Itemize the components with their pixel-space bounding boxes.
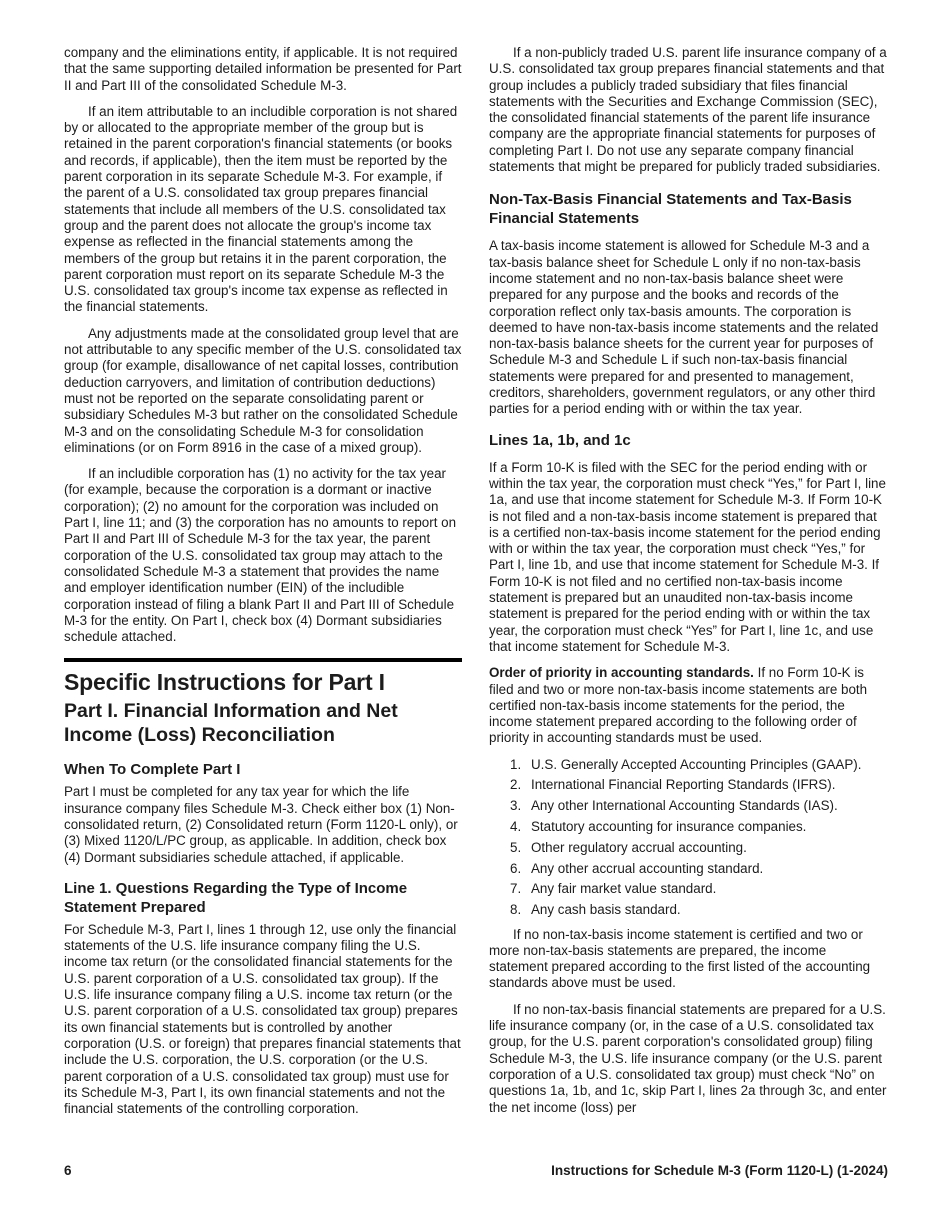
page-footer	[64, 1163, 888, 1178]
list-item-number: 4.	[510, 819, 522, 835]
list-item-number: 7.	[510, 881, 522, 897]
paragraph-non-publicly-traded: If a non-publicly traded U.S. parent life insurance company of a U.S. consolidated tax group prepares financial statements and that group includes a publicly traded subsidiary that files financial statements with the Securities and Exchange Commission (SEC), the consolidated financial statements of the parent life insurance company are the appropriate financial statements for purposes of completing Part I. Do not use any separate company financial statements that might be prepared for publicly traded subsidiaries.	[489, 45, 887, 175]
list-item	[489, 840, 887, 856]
paragraph-line-1: For Schedule M-3, Part I, lines 1 through 12, use only the financial statements of the U.S. life insurance company filing the U.S. income tax return (or the consolidated financial statements for the U.S. parent corporation of a U.S. consolidated tax group). If the U.S. life insurance company filing a U.S. income tax return (or the U.S. parent corporation of a U.S. consolidated tax group) prepares its own financial statements but is controlled by another corporation (U.S. or foreign) that prepares financial statements that include the U.S. corporation, the U.S. corporation (or the U.S. parent corporation of a U.S. consolidated tax group) must use for its Schedule M-3, Part I, its own financial statements and not the financial statements of the controlling corporation.	[64, 921, 461, 1117]
list-item-text: Statutory accounting for insurance companies.	[531, 819, 807, 835]
paragraph-no-certified: If no non-tax-basis income statement is certified and two or more non-tax-basis statements are prepared, the income statement prepared according to the first listed of the accounting standards above must be used.	[489, 926, 871, 991]
list-item-text: U.S. Generally Accepted Accounting Principles (GAAP).	[531, 756, 862, 772]
list-item-text: Any other accrual accounting standard.	[531, 860, 764, 876]
order-of-priority-text: If no Form 10-K is filed and two or more non-tax-basis income statements are both certified non-tax-basis income statements for the period, the income statement prepared according to the following order of priority in accounting standards must be used.	[489, 665, 868, 746]
paragraph-includible-corporation: If an includible corporation has (1) no activity for the tax year (for example, because the corporation is a dormant or inactive corporation); (2) no amount for the corporation was included on Part I, line 11; and (3) the corporation has no amounts to report on Part II and Part III of Schedule M-3 for the tax year, the parent corporation of the U.S. consolidated tax group may attach to the consolidated Schedule M-3 a statement that provides the name and employer identification number (EIN) of the includible corporation instead of filing a blank Part II and Part III of Schedule M-3 for the entity. On Part I, check box (4) Dormant subsidiaries schedule attached.	[64, 466, 457, 645]
paragraph-order-of-priority	[489, 665, 887, 746]
paragraph-adjustments: Any adjustments made at the consolidated group level that are not attributable to any specific member of the U.S. consolidated tax group (for example, disallowance of net capital losses, contribution deduction carryovers, and limitation of contribution deductions) must not be reported on the separate consolidating parent or subsidiary Schedules M-3 but rather on the consolidated Schedule M-3 and on the consolidating Schedule M-3 for consolidation eliminations (or on Form 8916 in the case of a mixed group).	[64, 325, 462, 455]
accounting-standards-list	[489, 757, 887, 919]
paragraph-no-statements: If no non-tax-basis financial statements are prepared for a U.S. life insurance company (or, in the case of a U.S. consolidated tax group, for the U.S. parent corporation's consolidated group) filing Schedule M-3, the U.S. life insurance company (or the U.S. parent corporation of a U.S. consolidated tax group) must check “No” on questions 1a, 1b, and 1c, skip Part I, lines 2a through 3c, and enter the net income (loss) per	[489, 1001, 887, 1115]
heading-lines-1a-1b-1c: Lines 1a, 1b, and 1c	[489, 431, 631, 449]
footer-title: Instructions for Schedule M-3 (Form 1120-L) (1-2024)	[551, 1163, 888, 1178]
heading-specific-instructions: Specific Instructions for Part I	[64, 669, 385, 696]
list-item	[489, 819, 887, 835]
right-column	[489, 45, 887, 1127]
paragraph-form-10k: If a Form 10-K is filed with the SEC for the period ending with or within the tax year, the corporation must check “Yes,” for Part I, line 1a, and use that income statement for Schedule M-3. If Form 10-K is not filed and a non-tax-basis income statement is prepared that is a certified non-tax-basis income statement for the period ending with or within the tax year, the corporation must check “Yes,” for Part I, line 1b, and use that income statement for Schedule M-3. If Form 10-K is not filed and no certified non-tax-basis income statement is prepared but an unaudited non-tax-basis income statement is prepared for the period ending with or within the tax year, the corporation must check “Yes” for Part I, line 1c, and use that income statement for Schedule M-3.	[489, 459, 886, 654]
heading-part-i: Part I. Financial Information and Net Income (Loss) Reconciliation	[64, 700, 398, 747]
list-item-number: 2.	[510, 777, 522, 793]
section-divider-rule	[64, 658, 462, 662]
page-content	[64, 45, 887, 1127]
list-item	[489, 861, 887, 877]
list-item	[489, 798, 887, 814]
list-item-number: 1.	[510, 756, 522, 772]
list-item	[489, 902, 887, 918]
paragraph-item-attributable: If an item attributable to an includible corporation is not shared by or allocated to the appropriate member of the group but is retained in the parent corporation's financial statements (or books and records, if applicable), then the item must be reported by the parent corporation in its separate Schedule M-3. For example, if the parent of a U.S. consolidated tax group prepares financial statements that include all members of the U.S. consolidated tax group and the parent does not allocate the group's income tax expense as reflected in the financial statements among the members of the group but retains it in the parent corporation, the parent corporation must report on its separate Schedule M-3 the U.S. consolidated tax group's income tax expense as reflected in the financial statements.	[64, 103, 458, 315]
page-number: 6	[64, 1163, 72, 1178]
list-item	[489, 757, 887, 773]
paragraph-when-to-complete: Part I must be completed for any tax year for which the life insurance company files Schedule M-3. Check either box (1) Non-consolidated return, (2) Consolidated return (Form 1120-L only), or (3) Mixed 1120/L/PC group, as applicable. In addition, check box (4) Dormant subsidiaries schedule attached, if applicable.	[64, 784, 458, 865]
heading-non-tax-basis: Non-Tax-Basis Financial Statements and Tax-Basis Financial Statements	[489, 191, 852, 228]
list-item-number: 8.	[510, 902, 522, 918]
list-item	[489, 777, 887, 793]
left-column	[64, 45, 462, 1127]
paragraph-tax-basis: A tax-basis income statement is allowed for Schedule M-3 and a tax-basis balance sheet for Schedule L only if no non-tax-basis income statement and no non-tax-basis balance sheet were prepared for any purpose and the books and records of the corporation reflect only tax-basis amounts. The corporation is deemed to have non-tax-basis income statements and the related non-tax-basis balance sheets for the current year for purposes of Schedule M-3 and Schedule L if such non-tax-basis financial statements were prepared for and presented to management, creditors, shareholders, government regulators, or any other third parties for a period ending with or within the tax year.	[489, 238, 879, 417]
list-item-number: 5.	[510, 839, 522, 855]
list-item-text: Any cash basis standard.	[531, 902, 681, 918]
order-of-priority-lead: Order of priority in accounting standards.	[489, 665, 754, 681]
heading-line-1: Line 1. Questions Regarding the Type of Income Statement Prepared	[64, 879, 408, 916]
list-item-text: Other regulatory accrual accounting.	[531, 839, 747, 855]
paragraph-continuation: company and the eliminations entity, if applicable. It is not required that the same supporting detailed information be presented for Part II and Part III of the consolidated Schedule M-3.	[64, 45, 462, 93]
list-item-number: 3.	[510, 798, 522, 814]
heading-when-to-complete: When To Complete Part I	[64, 761, 241, 779]
list-item-text: Any other International Accounting Standards (IAS).	[531, 798, 838, 814]
list-item-number: 6.	[510, 860, 522, 876]
list-item-text: International Financial Reporting Standards (IFRS).	[531, 777, 836, 793]
list-item	[489, 881, 887, 897]
list-item-text: Any fair market value standard.	[531, 881, 717, 897]
